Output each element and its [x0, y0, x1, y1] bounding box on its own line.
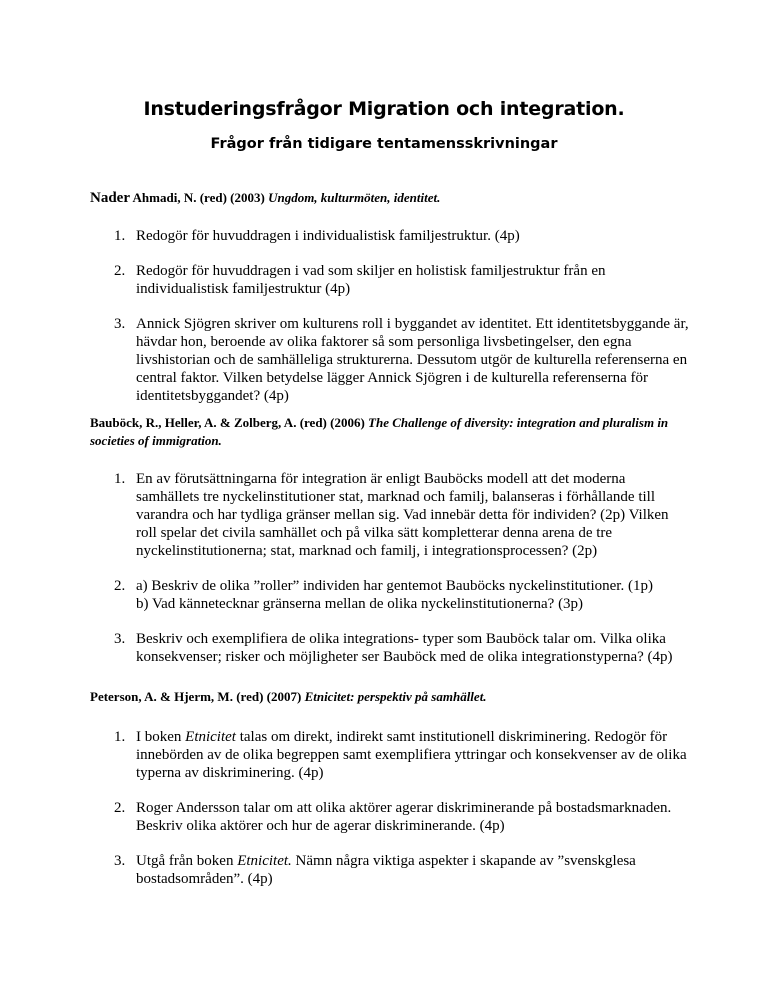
question-text-pre: I boken — [136, 729, 186, 745]
source-title: Ungdom, kulturmöten, identitet. — [268, 190, 441, 205]
question-text: Redogör för huvuddragen i individualistisk familjestruktur. (4p) — [136, 228, 520, 244]
question-item — [90, 799, 690, 835]
question-list — [90, 470, 690, 666]
question-item — [90, 852, 690, 888]
question-list — [90, 728, 690, 888]
source-author: Ahmadi, N. (red) (2003) — [132, 190, 265, 205]
book-title: Etnicitet — [185, 729, 236, 745]
source-author: Peterson, A. & Hjerm, M. (red) (2007) — [90, 689, 302, 704]
question-text-pre: Utgå från boken — [136, 853, 238, 869]
question-number: 1. — [114, 228, 126, 244]
question-list — [90, 227, 690, 405]
source-reference — [90, 189, 690, 207]
question-text: Beskriv och exemplifiera de olika integrations- typer som Bauböck talar om. Vilka olika konsekvenser; risker och möjligheter ser Bauböck med de olika integrationstyperna? (4p) — [136, 631, 673, 665]
question-number: 3. — [114, 631, 126, 647]
section-peterson — [90, 688, 690, 888]
source-title: Etnicitet: perspektiv på samhället. — [304, 689, 487, 704]
question-text: En av förutsättningarna för integration är enligt Bauböcks modell att det moderna samhällets tre nyckelinstitutioner stat, marknad och familj, balanseras i förhållande till varandra och har tydliga gränser mellan sig. Vad innebär detta för individen? (2p) Vilken roll spelar det civila samhället och på vilka sätt kompletterar denna arena de tre nyckelinstitutionerna; stat, marknad och familj, i integrationsprocessen? (2p) — [136, 471, 669, 559]
source-title: The Challenge of diversity: integration and pluralism in societies of immigration. — [90, 415, 669, 448]
question-text: Nämn några viktiga aspekter i skapande av ”svenskglesa bostadsområden”. (4p) — [136, 853, 636, 887]
question-text: Annick Sjögren skriver om kulturens roll i byggandet av identitet. Ett identitetsbyggande är, hävdar hon, beroende av olika faktorer så som personliga livsbetingelser, den egna livshistorian och de samhälleliga strukturerna. Dessutom utgör de kulturella referenserna en central faktor. Vilken betydelse lägger Annick Sjögren i de kulturella referenserna för identitetsbyggandet? (4p) — [136, 316, 689, 404]
source-author-first: Nader — [90, 190, 130, 206]
question-item — [90, 315, 690, 405]
question-text: talas om direkt, indirekt samt institutionell diskriminering. Redogör för innebörden av de olika begreppen samt exemplifiera yttringar och konsekvenser av de olika typerna av diskriminering. (4p) — [136, 729, 687, 781]
source-reference — [90, 688, 690, 706]
question-number: 2. — [114, 263, 126, 279]
source-reference — [90, 414, 690, 450]
question-number: 3. — [114, 316, 126, 332]
source-author: Bauböck, R., Heller, A. & Zolberg, A. (red) (2006) — [90, 415, 365, 430]
document-title: Instuderingsfrågor Migration och integration. — [143, 98, 625, 120]
section-bauboeck — [90, 414, 690, 666]
question-text-a: a) Beskriv de olika ”roller” individen har gentemot Bauböcks nyckelinstitutioner. (1p) — [136, 578, 653, 594]
book-title: Etnicitet. — [237, 853, 292, 869]
question-item — [90, 728, 690, 782]
question-text-b: b) Vad kännetecknar gränserna mellan de olika nyckelinstitutionerna? (3p) — [136, 596, 584, 612]
question-item — [90, 470, 690, 560]
question-number: 1. — [114, 729, 126, 745]
question-number: 2. — [114, 578, 126, 594]
document-subtitle: Frågor från tidigare tentamensskrivningar — [210, 136, 558, 152]
question-number: 1. — [114, 471, 126, 487]
question-number: 2. — [114, 800, 126, 816]
question-number: 3. — [114, 853, 126, 869]
question-text: Redogör för huvuddragen i vad som skiljer en holistisk familjestruktur från en individualistisk familjestruktur (4p) — [136, 263, 606, 297]
question-item — [90, 227, 690, 245]
question-text: Roger Andersson talar om att olika aktörer agerar diskriminerande på bostadsmarknaden. Beskriv olika aktörer och hur de agerar diskriminerande. (4p) — [136, 800, 672, 834]
question-item — [90, 630, 690, 666]
question-item — [90, 577, 690, 613]
question-item — [90, 262, 690, 298]
section-ahmadi — [90, 189, 690, 405]
